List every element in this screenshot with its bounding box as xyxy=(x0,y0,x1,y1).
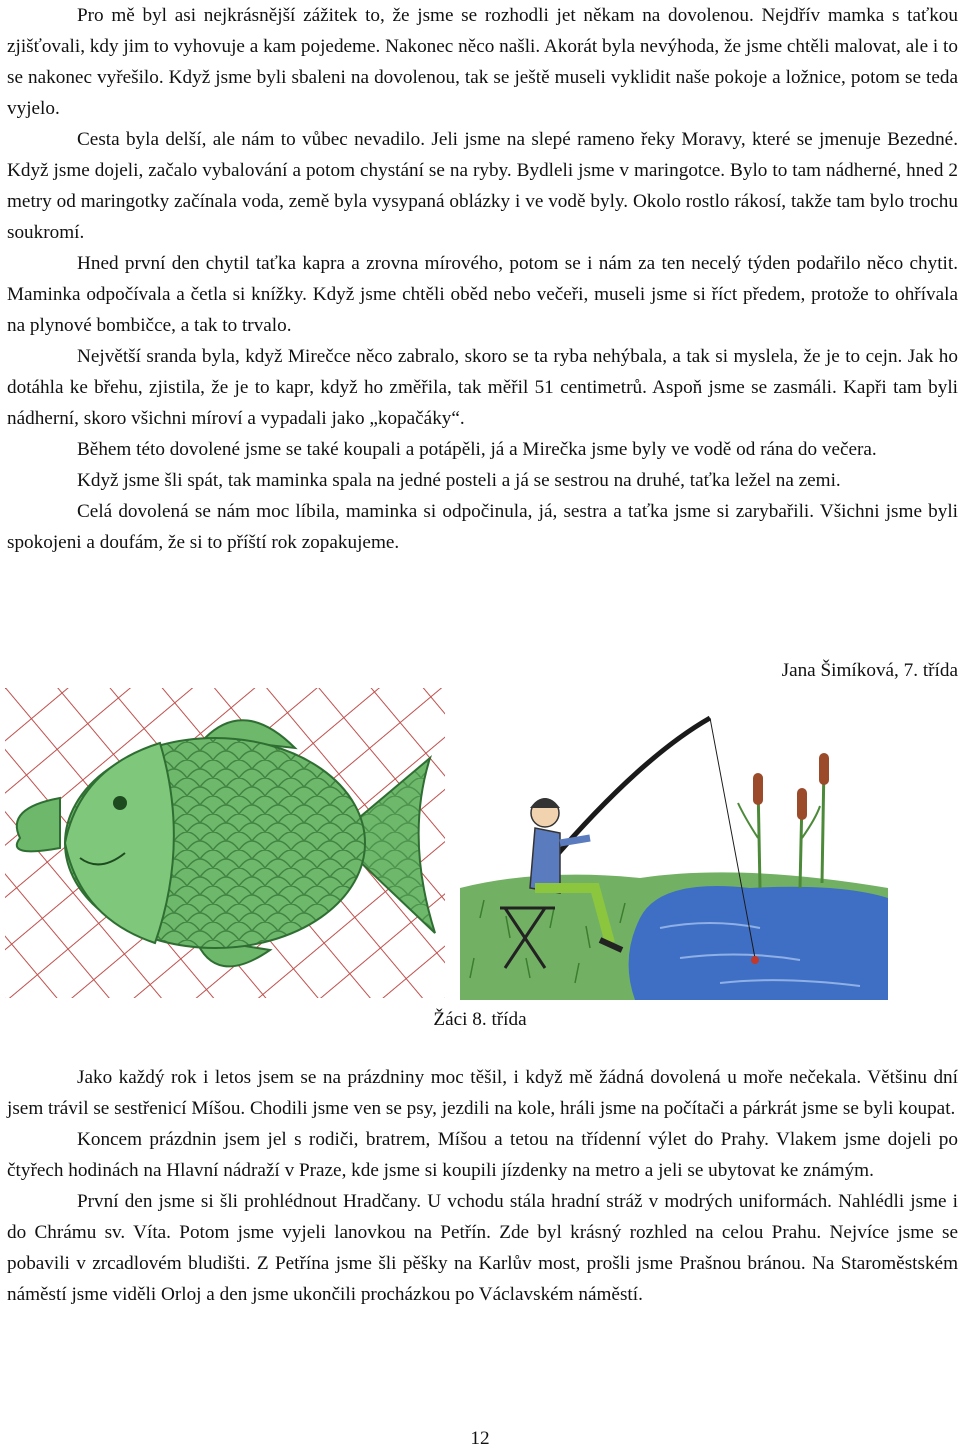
article-2-paragraph: Koncem prázdnin jsem jel s rodiči, bratrem, Míšou a tetou na třídenní výlet do Prahy. Vlakem jsme dojeli po čtyřech hodinách na Hlavní nádraží v Praze, kde jsme si koupili jízdenky na metro a jeli se ubytovat ke známým. xyxy=(7,1129,958,1181)
article-1-paragraph: Největší sranda byla, když Mirečce něco zabralo, skoro se ta ryba nehýbala, a tak si myslela, že je to cejn. Jak ho dotáhla ke břehu, zjistila, že je to kapr, když ho změřila, tak měřil 51 centimetrů. Aspoň jsme se zasmáli. Kapři tam byli nádherní, skoro všichni míroví a vypadali jako „kopačáky“. xyxy=(7,346,958,429)
article-1-paragraph: Pro mě byl asi nejkrásnější zážitek to, že jsme se rozhodli jet někam na dovolenou. Nejdřív mamka s taťkou zjišťovali, kdy jim to vyhovuje a kam pojedeme. Nakonec něco našli. Akorát byla nevýhoda, že jsme chtěli malovat, ale i to se nakonec vyřešilo. Když jsme byli sbaleni na dovolenou, tak se ještě museli vyklidit naše pokoje a ložnice, potom se teda vyjelo. xyxy=(7,5,958,119)
article-2 xyxy=(7,1062,958,1310)
page-number: 12 xyxy=(470,1428,490,1449)
article-2-paragraph: Jako každý rok i letos jsem se na prázdniny moc těšil, i když mě žádná dovolená u moře nečekala. Většinu dní jsem trávil se sestřenicí Míšou. Chodili jsme ven se psy, jezdili na kole, hráli jsme na počítači a párkrát jsme se byli koupat. xyxy=(7,1067,958,1119)
article-1 xyxy=(7,0,958,558)
pond-water xyxy=(629,886,888,1000)
fishing-float xyxy=(751,956,759,964)
fish-drawing-image xyxy=(5,688,445,998)
article-1-paragraph: Cesta byla delší, ale nám to vůbec nevadilo. Jeli jsme na slepé rameno řeky Moravy, které se jmenuje Bezedné. Když jsme dojeli, začalo vybalování a potom chystání se na ryby. Bydleli jsme v maringotce. Bylo to tam nádherné, hned 2 metry od maringotky začínala voda, země byla vysypaná oblázky i ve vodě byly. Okolo rostlo rákosí, takže tam bylo trochu soukromí. xyxy=(7,129,958,243)
article-1-paragraph: Hned první den chytil taťka kapra a zrovna mírového, potom se i nám za ten necelý týden podařilo něco chytit. Maminka odpočívala a četla si knížky. Když jsme chtěli oběd nebo večeři, museli jsme si říct předem, protože to ohřívala na plynové bombičce, a tak to trvalo. xyxy=(7,253,958,336)
drawings-caption: Žáci 8. třída xyxy=(433,1009,527,1030)
article-1-paragraph: Během této dovolené jsme se také koupali a potápěli, já a Mirečka jsme byly ve vodě od rána do večera. xyxy=(77,439,877,460)
article-1-paragraph: Když jsme šli spát, tak maminka spala na jedné posteli a já se sestrou na druhé, taťka ležel na zemi. xyxy=(77,470,841,491)
fisherman-drawing-image xyxy=(460,688,888,1000)
fish-eye xyxy=(113,796,127,810)
article-2-paragraph: První den jsme si šli prohlédnout Hradčany. U vchodu stála hradní stráž v modrých uniformách. Nahlédli jsme i do Chrámu sv. Víta. Potom jsme vyjeli lanovkou na Petřín. Zde byl krásný rozhled na celou Prahu. Nejvíce jsme se pobavili v zrcadlovém bludišti. Z Petřína jsme šli pěšky na Karlův most, prošli jsme Prašnou bránou. Na Staroměstském náměstí jsme viděli Orloj a den jsme ukončili procházkou po Václavském náměstí. xyxy=(7,1191,958,1305)
article-1-author: Jana Šimíková, 7. třída xyxy=(781,660,958,681)
article-1-paragraph: Celá dovolená se nám moc líbila, maminka si odpočinula, já, sestra a taťka jsme si zarybařili. Všichni jsme byli spokojeni a doufám, že si to příští rok zopakujeme. xyxy=(7,501,958,553)
